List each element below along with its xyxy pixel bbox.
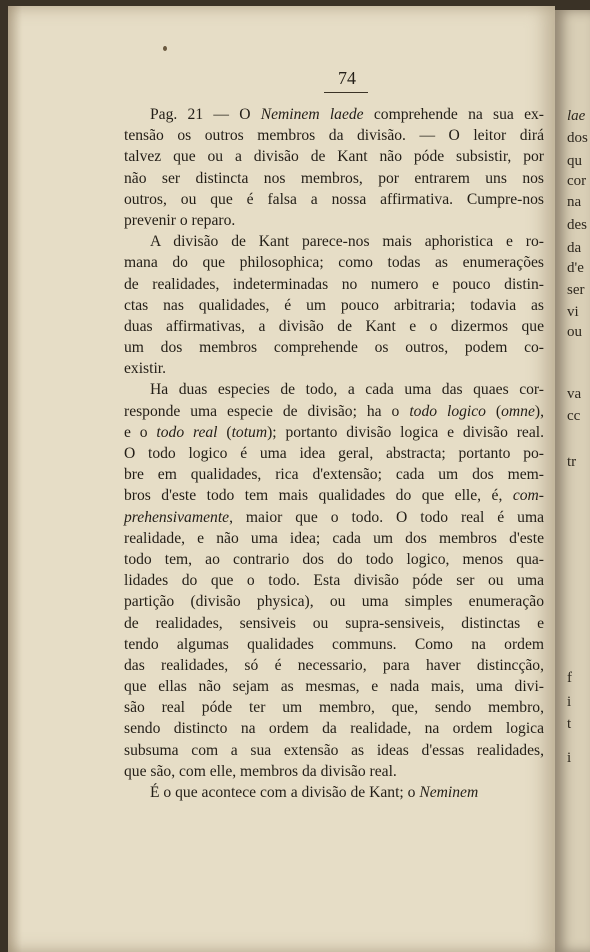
italic-text: Neminem laede xyxy=(260,106,364,123)
ink-spot xyxy=(163,46,167,51)
text-line xyxy=(124,189,544,210)
facing-page-fragment: dos xyxy=(567,130,588,146)
text-line xyxy=(124,252,544,273)
text-line xyxy=(124,549,544,570)
text-run: ctas nas qualidades, é um pouco arbitraria; todavia as xyxy=(124,296,544,314)
text-run: ( xyxy=(485,402,502,420)
text-run: são real póde ter um membro, que, sendo membro, xyxy=(124,699,544,717)
next-page-edge xyxy=(555,10,590,952)
text-run: ); portanto divisão logica e divisão real. xyxy=(267,423,545,441)
body-text xyxy=(124,104,544,803)
text-line xyxy=(124,740,544,761)
page-number: 74 xyxy=(338,68,356,88)
text-run: ), xyxy=(534,402,544,420)
text-run: prevenir o reparo. xyxy=(124,211,236,229)
facing-page-fragment: va xyxy=(567,386,582,402)
text-line xyxy=(124,591,544,612)
facing-page-fragment: tr xyxy=(567,454,577,470)
text-run: lidades do que o todo. Esta divisão póde ser ou uma xyxy=(124,572,544,590)
facing-page-fragment: des xyxy=(567,217,587,233)
text-line xyxy=(124,337,544,358)
facing-page-fragment: na xyxy=(567,194,582,210)
text-run: É o que acontece com a divisão de Kant; o xyxy=(150,784,420,801)
text-line xyxy=(124,485,544,506)
facing-page-fragment: d'e xyxy=(567,260,584,276)
text-run: um dos membros comprehende os outros, podem co- xyxy=(124,339,544,357)
text-line xyxy=(124,676,544,697)
text-line xyxy=(124,570,544,591)
book-page xyxy=(8,6,555,952)
italic-text: omne xyxy=(501,402,535,420)
text-run: ( xyxy=(217,423,232,441)
text-line xyxy=(124,613,544,634)
text-line xyxy=(124,507,544,528)
text-run: das realidades, só é necessario, para haver distincção, xyxy=(124,656,544,674)
text-run: tensão os outros membros da divisão. — O leitor dirá xyxy=(124,127,544,145)
italic-text: Neminem xyxy=(419,784,479,801)
text-run: Ha duas especies de todo, a cada uma das quaes cor- xyxy=(150,381,544,399)
text-line xyxy=(124,104,544,125)
italic-text: totum xyxy=(231,423,268,441)
text-run: todo tem, ao contrario dos do todo logico, menos qua- xyxy=(124,550,544,568)
facing-page-fragment: t xyxy=(567,716,572,732)
text-line xyxy=(124,316,544,337)
text-line xyxy=(124,168,544,189)
text-line xyxy=(124,528,544,549)
text-run: O todo logico é uma idea geral, abstracta; portanto po- xyxy=(124,445,544,462)
text-run: que são, com elle, membros da divisão real. xyxy=(124,762,397,780)
facing-page-fragment: lae xyxy=(567,108,586,124)
facing-page-fragment: f xyxy=(567,670,572,686)
page-number-rule xyxy=(324,92,368,93)
text-run: de realidades, sensiveis ou supra-sensiveis, distinctas e xyxy=(124,614,544,632)
text-run: e o xyxy=(124,423,157,441)
text-run: A divisão de Kant parece-nos mais aphoristica e ro- xyxy=(150,233,544,251)
text-run: tendo algumas qualidades communs. Como na ordem xyxy=(124,635,544,653)
text-line xyxy=(124,358,544,379)
facing-page-fragment: cor xyxy=(567,173,587,189)
text-line xyxy=(124,718,544,739)
text-run: mana do que philosophica; como todas as enumerações xyxy=(124,254,544,272)
text-run: bre em qualidades, rica d'extensão; cada um dos mem- xyxy=(124,466,544,484)
facing-page-fragment: ou xyxy=(567,324,582,340)
facing-page-fragment: i xyxy=(567,694,572,710)
text-line xyxy=(124,231,544,252)
text-line xyxy=(124,443,544,464)
text-line xyxy=(124,274,544,295)
text-run: que ellas não sejam as mesmas, e nada mais, uma divi- xyxy=(124,678,544,696)
text-run: subsuma com a sua extensão as ideas d'essas realidades, xyxy=(124,741,544,759)
text-run: de realidades, indeterminadas no numero e pouco distin- xyxy=(124,275,544,293)
text-run: duas affirmativas, a divisão de Kant e o dizermos que xyxy=(124,317,544,335)
text-line xyxy=(124,634,544,655)
text-line xyxy=(124,655,544,676)
text-run: responde uma especie de divisão; ha o xyxy=(124,402,410,420)
facing-page-fragment: vi xyxy=(567,304,579,320)
text-line xyxy=(124,146,544,167)
text-run: outros, ou que é falsa a nossa affirmativa. Cumpre-nos xyxy=(124,190,544,208)
text-line xyxy=(124,422,544,443)
text-line xyxy=(124,379,544,400)
text-run: comprehende na sua ex- xyxy=(363,106,544,123)
text-run: bros d'este todo tem mais qualidades do que elle, é, xyxy=(124,487,513,505)
facing-page-fragment: da xyxy=(567,240,582,256)
facing-page-fragment: i xyxy=(567,750,572,766)
text-run: não ser distincta nos membros, por entrarem uns nos xyxy=(124,169,544,187)
italic-text: todo logico xyxy=(409,402,486,420)
text-line xyxy=(124,761,544,782)
text-line xyxy=(124,697,544,718)
facing-page-fragment: ser xyxy=(567,282,585,298)
text-line xyxy=(124,210,544,231)
italic-text: todo real xyxy=(156,423,218,441)
text-run: talvez que ou a divisão de Kant não póde subsistir, por xyxy=(124,148,544,166)
text-line xyxy=(124,125,544,146)
text-run: partição (divisão physica), ou uma simples enumeração xyxy=(124,593,544,611)
text-line xyxy=(124,401,544,422)
text-line xyxy=(124,464,544,485)
text-run: , maior que o todo. O todo real é uma xyxy=(229,508,544,526)
italic-text: prehensivamente xyxy=(124,508,230,526)
facing-page-fragment: qu xyxy=(567,153,582,169)
text-line xyxy=(124,295,544,316)
facing-page-fragment: cc xyxy=(567,408,581,424)
text-run: Pag. 21 — O xyxy=(150,106,261,123)
italic-text: com- xyxy=(512,487,544,505)
text-run: realidade, e não uma idea; cada um dos membros d'este xyxy=(124,529,544,547)
text-run: sendo distincto na ordem da realidade, na ordem logica xyxy=(124,720,544,738)
text-run: existir. xyxy=(124,360,167,378)
text-line xyxy=(124,782,544,803)
